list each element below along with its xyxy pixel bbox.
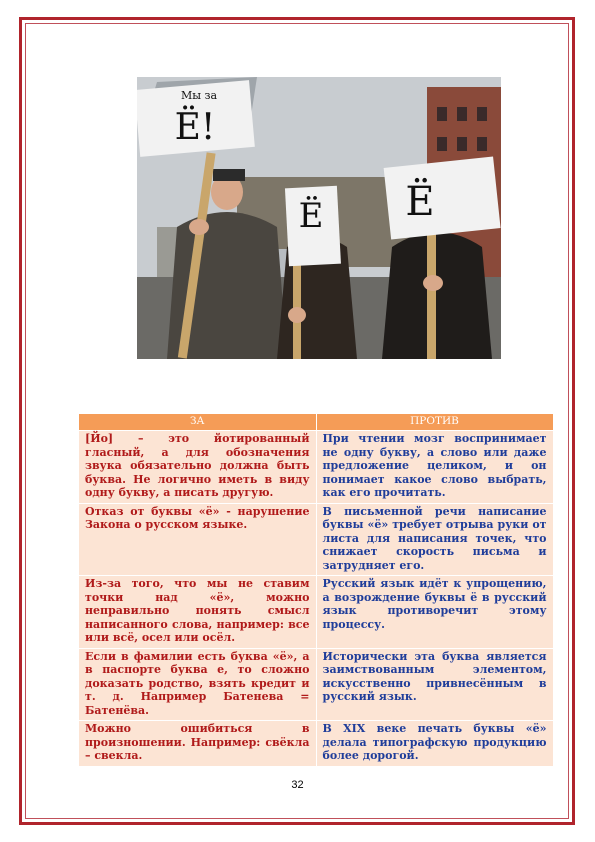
sign-center-letter: Ё <box>298 196 324 236</box>
cell-protiv: В XIX веке печать буквы «ё» делала типографскую продукцию более дорогой. <box>316 721 553 766</box>
cell-za: Из-за того, что мы не ставим точки над «ё», можно неправильно понять смысл написанного слова, например: все или всё, осел или осёл. <box>79 576 316 649</box>
table-header-row <box>79 414 553 431</box>
cell-za: Можно ошибиться в произношении. Например: свёкла – свекла. <box>79 721 316 766</box>
cell-za: Если в фамилии есть буква «ё», а в паспорте буква е, то сложно доказать родство, взять кредит и т. д. Например Батенева = Батенёва. <box>79 648 316 721</box>
header-protiv: ПРОТИВ <box>316 414 553 431</box>
cell-protiv: Русский язык идёт к упрощению, а возрождение буквы ё в русский язык противоречит этому процессу. <box>316 576 553 649</box>
table-row <box>79 576 553 649</box>
header-za: ЗА <box>79 414 316 431</box>
protest-photo <box>137 77 501 359</box>
table-row <box>79 503 553 576</box>
cell-za: Отказ от буквы «ё» - нарушение Закона о русском языке. <box>79 503 316 576</box>
sign-right-letter: Ё <box>405 179 435 225</box>
pro-con-table <box>79 414 554 766</box>
sign-left-line1: Мы за <box>180 89 218 102</box>
cell-za: [Йо] – это йотированный гласный, а для обозначения звука обязательно должна быть буква. Не логично иметь в виду одну букву, а писать другую. <box>79 431 316 504</box>
table-row <box>79 648 553 721</box>
table-row <box>79 431 553 504</box>
cell-protiv: При чтении мозг воспринимает не одну букву, а слово или даже предложение целиком, и он понимает какое слово выбрать, как его прочитать. <box>316 431 553 504</box>
cell-protiv: Исторически эта буква является заимствованным элементом, искусственно привнесённым в русский язык. <box>316 648 553 721</box>
sign-left-line2: Ё! <box>174 107 216 148</box>
page-number: 32 <box>291 779 304 791</box>
cell-protiv: В письменной речи написание буквы «ё» требует отрыва руки от листа для написания точек, что снижает скорость письма и затрудняет его. <box>316 503 553 576</box>
table-row <box>79 721 553 766</box>
